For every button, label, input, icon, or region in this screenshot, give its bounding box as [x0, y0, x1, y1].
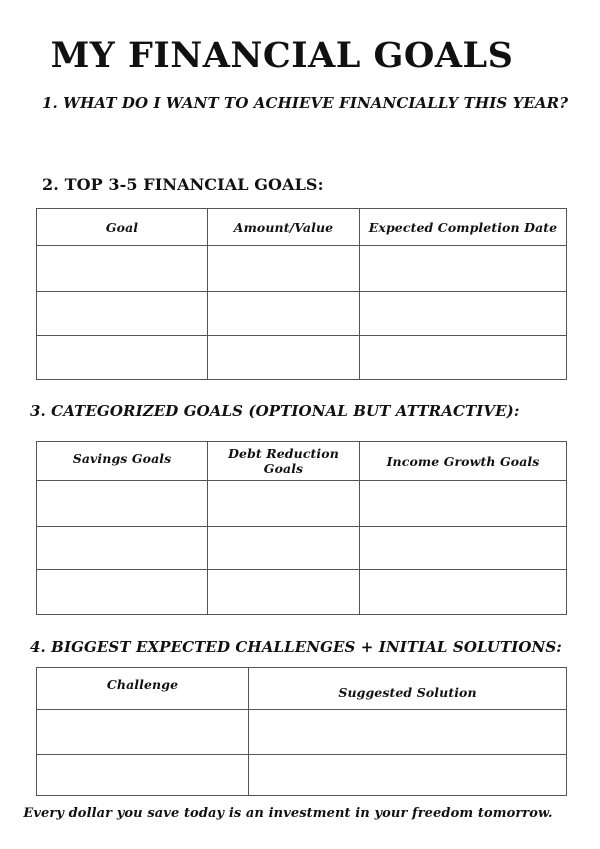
challenges-header-challenge: Challenge: [37, 668, 249, 710]
goals-header-goal: Goal: [37, 209, 208, 246]
question-3-heading: 3. CATEGORIZED GOALS (OPTIONAL BUT ATTRACTIVE):: [30, 402, 520, 420]
categorized-cell-r3-debt[interactable]: [208, 570, 360, 615]
goals-cell-r1-goal[interactable]: [37, 246, 208, 292]
page-title: MY FINANCIAL GOALS: [50, 35, 514, 76]
goals-cell-r1-amount[interactable]: [208, 246, 360, 292]
goals-cell-r1-date[interactable]: [360, 246, 567, 292]
footer-quote: Every dollar you save today is an investment in your freedom tomorrow.: [23, 806, 553, 821]
question-1-heading: 1. WHAT DO I WANT TO ACHIEVE FINANCIALLY THIS YEAR?: [42, 94, 569, 112]
goals-cell-r2-goal[interactable]: [37, 292, 208, 336]
categorized-cell-r1-debt[interactable]: [208, 481, 360, 527]
goals-cell-r3-goal[interactable]: [37, 336, 208, 380]
challenges-cell-r1-solution[interactable]: [249, 710, 567, 755]
challenges-cell-r1-challenge[interactable]: [37, 710, 249, 755]
goals-cell-r2-date[interactable]: [360, 292, 567, 336]
question-4-heading: 4. BIGGEST EXPECTED CHALLENGES + INITIAL SOLUTIONS:: [30, 638, 562, 656]
challenges-cell-r2-solution[interactable]: [249, 755, 567, 796]
categorized-cell-r1-savings[interactable]: [37, 481, 208, 527]
categorized-header-debt: Debt Reduction Goals: [208, 442, 360, 481]
categorized-goals-table: [36, 441, 567, 615]
challenges-table: [36, 667, 567, 796]
categorized-cell-r2-savings[interactable]: [37, 527, 208, 570]
question-2-heading: 2. TOP 3-5 FINANCIAL GOALS:: [42, 175, 324, 194]
categorized-cell-r2-debt[interactable]: [208, 527, 360, 570]
challenges-cell-r2-challenge[interactable]: [37, 755, 249, 796]
categorized-header-income: Income Growth Goals: [360, 442, 567, 481]
categorized-cell-r2-income[interactable]: [360, 527, 567, 570]
goals-cell-r3-date[interactable]: [360, 336, 567, 380]
categorized-cell-r1-income[interactable]: [360, 481, 567, 527]
goals-cell-r3-amount[interactable]: [208, 336, 360, 380]
top-goals-table: [36, 208, 567, 380]
categorized-header-savings: Savings Goals: [37, 442, 208, 481]
goals-header-date: Expected Completion Date: [360, 209, 567, 246]
categorized-cell-r3-savings[interactable]: [37, 570, 208, 615]
categorized-cell-r3-income[interactable]: [360, 570, 567, 615]
goals-cell-r2-amount[interactable]: [208, 292, 360, 336]
goals-header-amount: Amount/Value: [208, 209, 360, 246]
challenges-header-solution: Suggested Solution: [249, 668, 567, 710]
